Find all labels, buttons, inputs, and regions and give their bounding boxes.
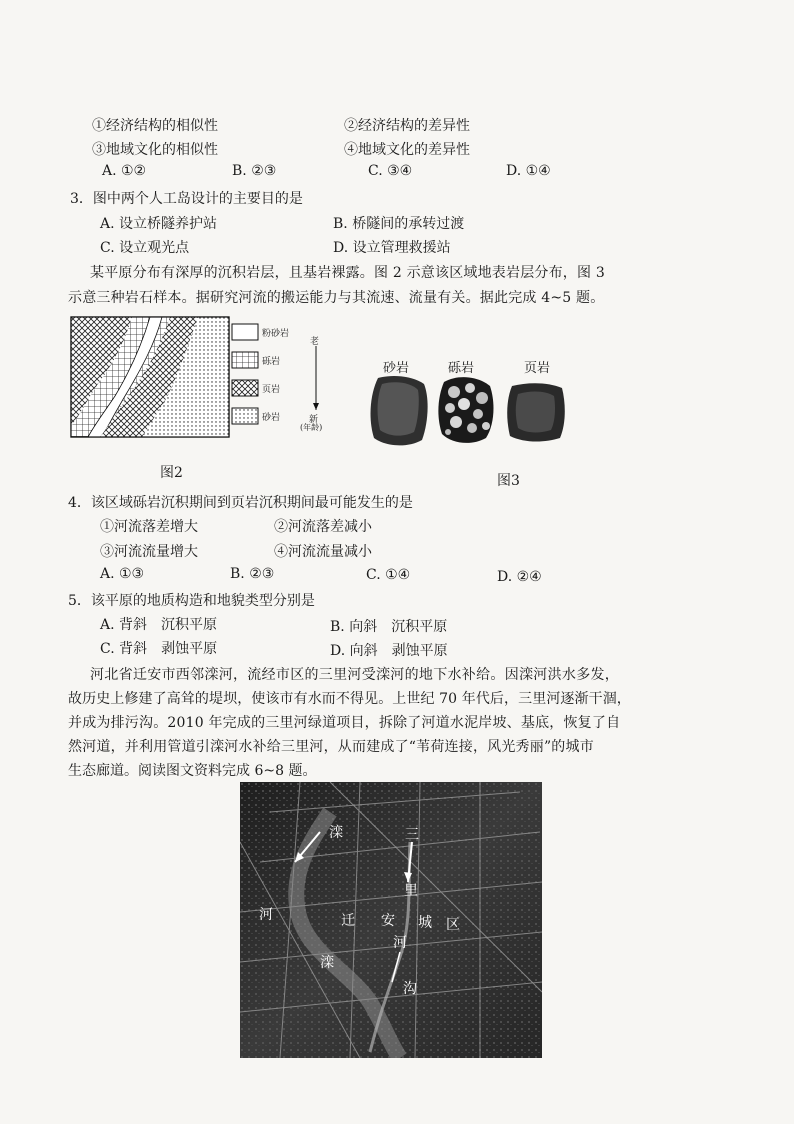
- q3-option-b: B. 桥隧间的承转过渡: [333, 216, 465, 232]
- photo-label-qu: 区: [446, 917, 460, 933]
- passage2-line-3: 并成为排污沟。2010 年完成的三里河绿道项目，拆除了河道水泥岸坡、基底，恢复了自: [68, 715, 621, 731]
- q5-stem: 5．该平原的地质构造和地貌类型分别是: [68, 593, 315, 609]
- q3-option-d: D. 设立管理救援站: [333, 240, 451, 256]
- photo-label-he: 河: [259, 907, 273, 923]
- photo-label-an: 安: [381, 913, 395, 929]
- sandstone-sample-image: [368, 374, 430, 448]
- q4-option-4: ④河流流量减小: [274, 544, 372, 560]
- photo-label-he-2: 河: [393, 935, 407, 951]
- q2-answer-c: C. ③④: [368, 163, 413, 179]
- legend-label-shale: 页岩: [262, 385, 281, 395]
- photo-label-qian: 迁: [341, 913, 355, 929]
- rock-label-conglomerate: 砾岩: [448, 361, 475, 376]
- q4-answer-a: A. ①③: [100, 566, 145, 582]
- q5-option-c: C. 背斜 剥蚀平原: [100, 641, 218, 657]
- q2-option-2: ②经济结构的差异性: [344, 118, 470, 134]
- conglomerate-sample-image: [436, 374, 496, 446]
- photo-label-san: 三: [405, 827, 419, 843]
- legend-label-sandstone: 砂岩: [262, 413, 281, 423]
- photo-label-li: 里: [404, 883, 418, 899]
- passage2-line-5: 生态廊道。阅读图文资料完成 6~8 题。: [68, 763, 317, 779]
- q2-option-3: ③地域文化的相似性: [92, 142, 218, 158]
- figure-3-caption: 图3: [497, 473, 520, 489]
- legend-label-siltstone: 粉砂岩: [262, 329, 290, 339]
- photo-label-gou: 沟: [403, 981, 417, 997]
- q5-option-d: D. 向斜 剥蚀平原: [330, 643, 448, 659]
- q4-answer-b: B. ②③: [230, 566, 275, 582]
- age-unit-label: (年龄): [300, 423, 323, 432]
- q2-answer-b: B. ②③: [232, 163, 277, 179]
- q5-option-a: A. 背斜 沉积平原: [100, 617, 218, 633]
- passage2-line-1: 河北省迁安市西邻滦河，流经市区的三里河受滦河的地下水补给。因滦河洪水多发，: [90, 667, 620, 683]
- q3-option-a: A. 设立桥隧养护站: [100, 216, 218, 232]
- shale-sample-image: [504, 380, 568, 444]
- q4-option-2: ②河流落差减小: [274, 519, 372, 535]
- q3-stem: 3．图中两个人工岛设计的主要目的是: [70, 191, 303, 207]
- q4-stem: 4．该区域砾岩沉积期间到页岩沉积期间最可能发生的是: [68, 495, 413, 511]
- photo-label-cheng: 城: [418, 915, 432, 931]
- rock-label-shale: 页岩: [524, 361, 551, 376]
- q2-answer-d: D. ①④: [506, 163, 551, 179]
- rock-label-sandstone: 砂岩: [383, 361, 410, 376]
- passage1-line-1: 某平原分布有深厚的沉积岩层，且基岩裸露。图 2 示意该区域地表岩层分布，图 3: [90, 265, 605, 281]
- q4-option-1: ①河流落差增大: [100, 519, 198, 535]
- passage1-line-2: 示意三种岩石样本。据研究河流的搬运能力与其流速、流量有关。据此完成 4~5 题。: [68, 290, 605, 306]
- q4-answer-c: C. ①④: [366, 567, 411, 583]
- q5-option-b: B. 向斜 沉积平原: [330, 619, 448, 635]
- q2-option-4: ④地域文化的差异性: [344, 142, 470, 158]
- passage2-line-2: 故历史上修建了高耸的堤坝，使该市有水而不得见。上世纪 70 年代后，三里河逐渐干涸，: [68, 691, 631, 707]
- legend-label-conglomerate: 砾岩: [262, 357, 281, 367]
- passage2-line-4: 然河道，并利用管道引滦河水补给三里河，从而建成了“苇荷连接，风光秀丽”的城市: [68, 739, 594, 755]
- q4-answer-d: D. ②④: [497, 569, 542, 585]
- photo-label-luan: 滦: [329, 825, 343, 841]
- photo-label-luan-2: 滦: [320, 955, 334, 971]
- age-new-label: 新: [309, 415, 319, 425]
- q3-option-c: C. 设立观光点: [100, 240, 190, 256]
- q2-answer-a: A. ①②: [102, 163, 147, 179]
- figure-2-rock-map: [70, 316, 230, 438]
- q2-option-1: ①经济结构的相似性: [92, 118, 218, 134]
- figure-2-caption: 图2: [160, 465, 183, 481]
- q4-option-3: ③河流流量增大: [100, 544, 198, 560]
- age-old-label: 老: [310, 337, 320, 347]
